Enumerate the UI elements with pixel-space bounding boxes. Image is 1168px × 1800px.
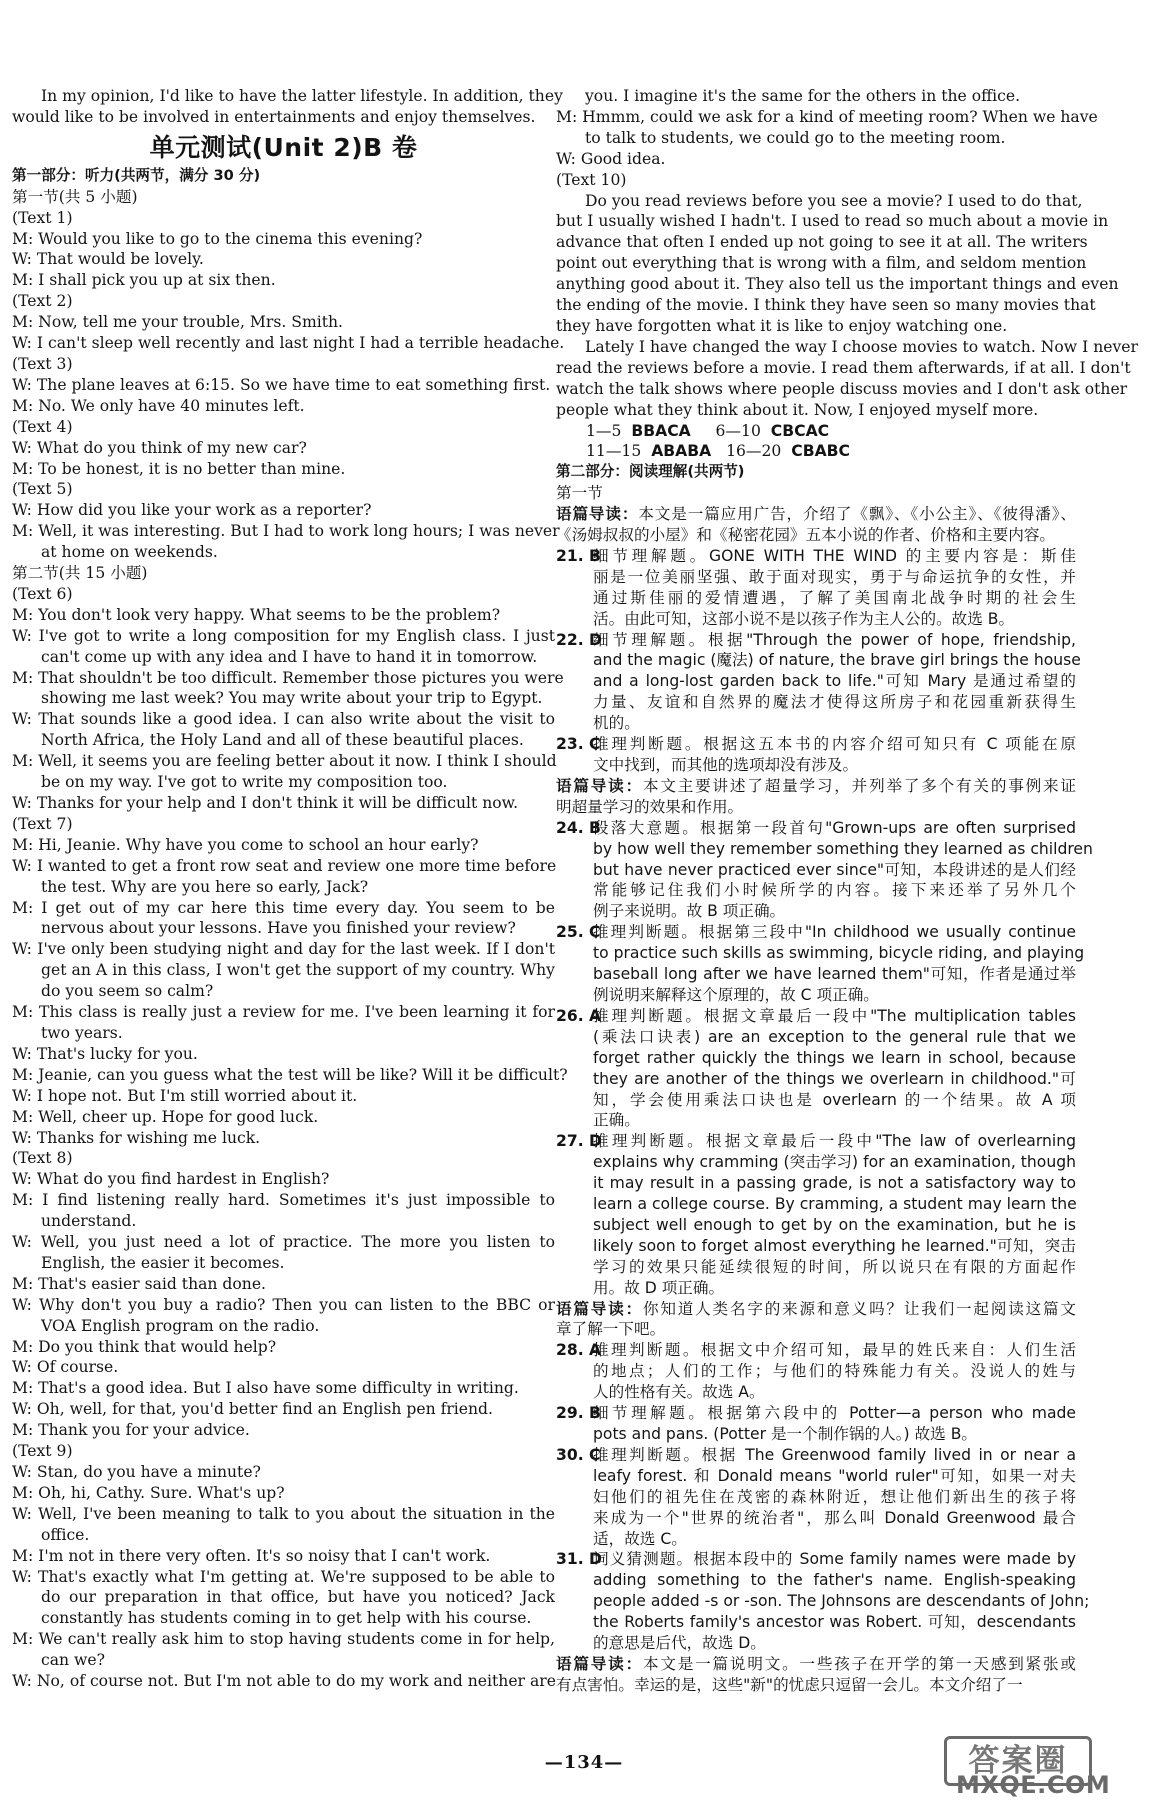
guide-line: [556, 1319, 1076, 1340]
watermark-url: MXQE.COM: [956, 1771, 1111, 1799]
text10-paragraph-2: [556, 337, 1138, 421]
text-line: 的地点；人们的工作；与他们的特殊能力有关。没说人的姓与: [593, 1362, 1076, 1381]
intro-paragraph: [12, 86, 563, 128]
dialogue-line: W: What do you find hardest in English?: [12, 1170, 330, 1189]
dialogue-line: North Africa, the Holy Land and all of these beautiful places.: [41, 731, 524, 750]
dialogue-line: M: Would you like to go to the cinema this evening?: [12, 229, 423, 248]
key-answers: CBABC: [791, 442, 850, 461]
guide-label: 语篇导读：: [556, 776, 643, 795]
text-label: (Text 10): [556, 170, 627, 189]
text-line: people what they think about it. Now, I enjoyed myself more.: [556, 400, 1039, 419]
text-line: point out everything that is wrong with a film, and seldom mention: [556, 254, 1087, 273]
text-line: pots and pans. (Potter 是一个制作锅的人。) 故选 B。: [593, 1425, 977, 1443]
site-watermark-logo: [944, 1736, 1154, 1799]
answer-explanation: [556, 1006, 1076, 1131]
part2-section1-heading: 第一节: [556, 484, 603, 503]
dialogue-line: W: That would be lovely.: [12, 250, 204, 269]
dialogue-line: M: This class is really just a review for me. I've been learning it for: [12, 1003, 555, 1022]
text-line: and the magic (魔法) of nature, the brave girl brings the house: [593, 651, 1081, 670]
dialogue-line: nervous about your lessons. Have you finished your review?: [41, 919, 516, 938]
answer-item: [556, 630, 1081, 735]
key-range: 11—15: [586, 442, 642, 461]
key-answers: BBACA: [631, 421, 691, 440]
text-label: (Text 3): [12, 354, 73, 373]
passage-guide-2: [556, 776, 1076, 818]
text-line: 正确。: [593, 1111, 640, 1130]
text-line: 的意思是后代，故选 D。: [593, 1634, 766, 1653]
dialogue-line: W: I've got to write a long composition for my English class. I just: [12, 626, 555, 645]
dialogue-line: M: Well, cheer up. Hope for good luck.: [12, 1107, 319, 1126]
dialogue-line: M: I get out of my car here this time every day. You seem to be: [12, 898, 555, 917]
text-line: 词义猜测题。根据本段中的 Some family names were made by: [593, 1550, 1076, 1569]
dialogue-line: M: I find listening really hard. Sometimes it's just impossible to: [12, 1191, 555, 1210]
left-column: [12, 86, 568, 1692]
text-line: 例子来说明。故 B 项正确。: [593, 902, 786, 921]
dialogue-line: W: Good idea.: [556, 149, 666, 168]
dialogue-line: W: That's exactly what I'm getting at. We're supposed to be able to: [12, 1567, 555, 1586]
part1-heading: 第一部分：听力(共两节，满分 30 分): [12, 166, 261, 184]
answer-item: [556, 546, 1076, 630]
text-label: (Text 4): [12, 417, 73, 436]
text-line: 通过斯佳丽的爱情遭遇，了解了美国南北战争时期的社会生: [593, 588, 1076, 607]
text-line: 活。由此可知，这部小说不是以孩子作为主人公的。故选 B。: [593, 609, 1015, 628]
question-number: 27. D: [556, 1132, 602, 1151]
dialogue-line: M: Well, it was interesting. But I had to work long hours; I was never: [12, 522, 560, 541]
dialogue-line: W: That's lucky for you.: [12, 1044, 198, 1063]
text-line: 细节理解题。GONE WITH THE WIND 的主要内容是：斯佳: [593, 546, 1076, 565]
text-label: (Text 2): [12, 292, 73, 311]
text-line: anything good about it. They also tell us the important things and even: [556, 275, 1119, 294]
dialogue-line: W: I've only been studying night and day for the last week. If I don't: [12, 940, 555, 959]
key-range: 1—5: [586, 421, 622, 440]
dialogue-line: do you seem so calm?: [41, 982, 214, 1001]
text-line: 推理判断题。根据文章最后一段中"The multiplication tables: [593, 1006, 1076, 1025]
answer-item: [556, 1131, 1076, 1298]
text-line: 段落大意题。根据第一段首句"Grown-ups are often surprised: [593, 818, 1076, 837]
dialogue-line: showing me last week? You may write about your trip to Egypt.: [41, 689, 543, 708]
dialogue-line: W: I can't sleep well recently and last night I had a terrible headache.: [12, 334, 565, 353]
text-line: learn a college course. By cramming, a student may learn the: [593, 1195, 1077, 1214]
text-line: 推理判断题。根据文中介绍可知，最早的姓氏来自：人们生活: [593, 1341, 1076, 1360]
dialogue-line: M: Thank you for your advice.: [12, 1421, 250, 1440]
text-line: they have forgotten what it is like to enjoy watching one.: [556, 316, 1008, 335]
section2-heading: 第二节(共 15 小题): [12, 564, 148, 583]
text-line: 例说明来解释这个原理的，故 C 项正确。: [593, 985, 879, 1004]
dialogue-line: M: Well, it seems you are feeling better about it now. I think I should: [12, 752, 557, 771]
text-line: 用。故 D 项正确。: [593, 1278, 725, 1297]
text-line: adding something to the father's name. English-speaking: [593, 1571, 1076, 1590]
dialogue-line: get an A in this class, I won't get the support of my country. Why: [41, 961, 555, 980]
key-range: 6—10: [715, 421, 761, 440]
guide-text: 《汤姆叔叔的小屋》和《秘密花园》五本小说的作者、价格和主要内容。: [556, 526, 1056, 545]
question-number: 25. C: [556, 923, 601, 942]
dialogue-line: M: We can't really ask him to stop having students come in for help,: [12, 1630, 555, 1649]
dialogue-line: W: I hope not. But I'm still worried about it.: [12, 1086, 358, 1105]
text-line: Do you read reviews before you see a movie? I used to do that,: [585, 191, 1083, 210]
answer-item: [556, 1549, 1090, 1654]
passage-guide-1: [556, 504, 1076, 546]
text-line: 推理判断题。根据 The Greenwood family lived in or near a: [593, 1445, 1076, 1464]
guide-text: 本文是一篇应用广告，介绍了《飘》、《小公主》、《彼得潘》、: [638, 505, 1076, 524]
guide-line: [556, 1675, 1076, 1696]
dialogue-line: W: How did you like your work as a reporter?: [12, 501, 372, 520]
page-number: —134—: [544, 1752, 624, 1773]
answer-explanation: [556, 922, 1085, 1006]
text-line: 力量、友谊和自然界的魔法才使得这所房子和花园重新获得生: [593, 693, 1076, 712]
answer-item: [556, 1340, 1076, 1403]
question-number: 26. A: [556, 1006, 602, 1025]
dialogue-line: M: You don't look very happy. What seems to be the problem?: [12, 605, 501, 624]
answer-explanation: [556, 546, 1076, 630]
guide-text: 本文主要讲述了超量学习，并列举了多个有关的事例来证: [642, 776, 1076, 795]
text-label: (Text 6): [12, 584, 73, 603]
text-line: but I usually wished I hadn't. I used to read so much about a movie in: [556, 212, 1109, 231]
text-label: (Text 1): [12, 208, 73, 227]
dialogue-line: to talk to students, we could go to the meeting room.: [585, 128, 1006, 147]
dialogue-line: the test. Why are you here so early, Jack?: [41, 877, 369, 896]
text9-continuation: [556, 86, 1098, 191]
guide-line: [556, 776, 1076, 797]
watermark-badge: 答案圈: [944, 1736, 1092, 1786]
text-line: it may result in a passing grade, is not a satisfactory way to: [593, 1174, 1076, 1193]
dialogue-line: W: The plane leaves at 6:15. So we have time to eat something first.: [12, 375, 551, 394]
text-line: 适，故选 C。: [593, 1529, 687, 1548]
text-line: leafy forest. 和 Donald means "world ruler"可知，如果一对夫: [593, 1466, 1076, 1485]
dialogue-line: M: Do you think that would help?: [12, 1337, 277, 1356]
dialogue-line: W: Thanks for wishing me luck.: [12, 1128, 261, 1147]
answer-item: [556, 1006, 1076, 1131]
answer-item: [556, 734, 1076, 776]
guide-text: 你知道人类名字的来源和意义吗？让我们一起阅读这篇文: [642, 1299, 1076, 1318]
text-line: watch the talk shows where people discuss movies and I don't ask other: [556, 379, 1128, 398]
text-label: (Text 5): [12, 480, 73, 499]
passage-guide-4: [556, 1654, 1076, 1696]
question-number: 23. C: [556, 735, 601, 754]
question-number: 31. D: [556, 1550, 602, 1569]
dialogue-line: M: I shall pick you up at six then.: [12, 271, 276, 290]
answer-item: [556, 1445, 1076, 1550]
dialogue-line: W: Of course.: [12, 1358, 119, 1377]
dialogue-line: understand.: [41, 1212, 137, 1231]
guide-label: 语篇导读：: [556, 1299, 643, 1318]
dialogue-line: do our preparation in that office, but have you noticed? Jack: [41, 1588, 555, 1607]
question-number: 22. D: [556, 630, 602, 649]
key-answers: CBCAC: [770, 421, 830, 440]
text-line: advance that often I ended up not going to see it at all. The writers: [556, 233, 1088, 252]
dialogue-line: W: Well, you just need a lot of practice. The more you listen to: [12, 1233, 555, 1252]
answer-explanation: [556, 1403, 1076, 1445]
text-line: subject well enough to get by on the examination, but he is: [593, 1215, 1076, 1234]
dialogue-line: M: That's easier said than done.: [12, 1274, 267, 1293]
text-line: 学习的效果只能延续很短的时间，所以说只在有限的方面起作: [593, 1257, 1076, 1276]
text-line: 来成为一个"世界的统治者"，那么叫 Donald Greenwood 最合: [593, 1508, 1076, 1527]
text-line: to practice such skills as swimming, bicycle riding, and playing: [593, 944, 1085, 963]
text-line: 文中找到，而其他的选项却没有涉及。: [593, 756, 859, 774]
text-line: 推理判断题。根据第三段中"In childhood we usually continue: [593, 923, 1076, 942]
question-number: 24. B: [556, 818, 601, 837]
text-line: people added -s or -son. The Johnsons are descendants of John;: [593, 1592, 1090, 1611]
guide-line: [556, 525, 1076, 546]
answer-explanation: [556, 1549, 1090, 1654]
text-line: 常能够记住我们小时候所学的内容。接下来还举了另外几个: [593, 881, 1076, 900]
text-line: (乘法口诀表) are an exception to the general rule that we: [593, 1027, 1076, 1046]
answer-explanation: [556, 630, 1081, 735]
text-line: and a long-lost garden back to life."可知 Mary 是通过希望的: [593, 672, 1076, 691]
text-line: by how well they remember something they learned as children: [593, 839, 1093, 858]
answer-explanation: [556, 818, 1093, 923]
text-line: 细节理解题。根据第六段中的 Potter—a person who made: [593, 1404, 1076, 1423]
dialogue-line: W: I wanted to get a front row seat and review one more time before: [12, 856, 557, 875]
dialogue-line: office.: [41, 1525, 90, 1544]
dialogue-line: M: That's a good idea. But I also have some difficulty in writing.: [12, 1379, 519, 1398]
text-line: 机的。: [593, 714, 640, 733]
text-line: 丽是一位美丽坚强、敢于面对现实，勇于与命运抗争的女性，并: [593, 567, 1076, 586]
dialogue-line: W: What do you think of my new car?: [12, 438, 307, 457]
dialogue-line: can't come up with any idea and I have to hand it in tomorrow.: [41, 647, 538, 666]
dialogue-line: M: Hmmm, could we ask for a kind of meeting room? When we have: [556, 107, 1098, 126]
guide-line: [556, 797, 1076, 818]
guide-line: [556, 1299, 1076, 1320]
answer-item: [556, 818, 1093, 923]
text-line: 人的性格有关。故选 A。: [593, 1383, 765, 1402]
text-line: would like to be involved in entertainments and enjoy themselves.: [12, 107, 536, 126]
text-line: the ending of the movie. I think they have seen so many movies that: [556, 296, 1096, 315]
text-line: forget rather quickly the things we learn in school, because: [593, 1048, 1076, 1067]
text-line: 妇他们的祖先住在茂密的森林附近，想让他们新出生的孩子将: [593, 1487, 1076, 1506]
dialogue-line: M: Oh, hi, Cathy. Sure. What's up?: [12, 1483, 285, 1502]
answer-explanation: [556, 1445, 1076, 1550]
part2-heading: 第二部分：阅读理解(共两节): [556, 463, 745, 481]
question-number: 29. B: [556, 1404, 601, 1423]
answer-explanation: [556, 1340, 1076, 1403]
text-line: but have never practiced ever since"可知，本段讲述的是人们经: [593, 860, 1076, 879]
dialogue-line: M: That shouldn't be too difficult. Remember those pictures you were: [12, 668, 564, 687]
dialogue-line: you. I imagine it's the same for the others in the office.: [585, 87, 1021, 105]
guide-text: 章了解一下吧。: [556, 1320, 666, 1339]
answer-key-row: [556, 421, 1076, 442]
dialogue-line: M: Now, tell me your trouble, Mrs. Smith.: [12, 313, 343, 332]
text-label: (Text 9): [12, 1442, 73, 1461]
right-column: [556, 86, 1138, 1696]
section1-heading: 第一节(共 5 小题): [12, 187, 138, 206]
dialogue-line: M: Hi, Jeanie. Why have you come to school an hour early?: [12, 835, 479, 854]
answer-explanation: [556, 1131, 1076, 1298]
answer-explanation: [556, 734, 1076, 776]
text-label: (Text 7): [12, 814, 73, 833]
dialogue-line: two years.: [41, 1023, 123, 1042]
dialogue-line: VOA English program on the radio.: [41, 1316, 320, 1335]
section2-transcript: [12, 584, 568, 1692]
guide-line: [556, 504, 1076, 525]
dialogue-line: W: No, of course not. But I'm not able to do my work and neither are: [12, 1672, 556, 1691]
guide-line: [556, 1654, 1076, 1675]
guide-label: 语篇导读：: [556, 505, 639, 524]
guide-text: 明超量学习的效果和作用。: [556, 797, 744, 816]
dialogue-line: W: Stan, do you have a minute?: [12, 1463, 261, 1481]
key-range: 16—20: [726, 442, 782, 461]
dialogue-line: constantly has students coming in to get help with his course.: [41, 1609, 532, 1628]
answer-item: [556, 922, 1085, 1006]
dialogue-line: W: That sounds like a good idea. I can also write about the visit to: [12, 710, 555, 729]
guide-text: 有点害怕。幸运的是，这些"新"的忧虑只逗留一会儿。本文介绍了一: [556, 1675, 1023, 1694]
question-number: 28. A: [556, 1341, 602, 1360]
dialogue-line: be on my way. I've got to write my composition too.: [41, 773, 448, 792]
text-line: explains why cramming (突击学习) for an examination, though: [593, 1153, 1076, 1172]
dialogue-line: W: Thanks for your help and I don't think it will be difficult now.: [12, 794, 519, 812]
dialogue-line: M: No. We only have 40 minutes left.: [12, 396, 305, 415]
text-line: 细节理解题。根据"Through the power of hope, friendship,: [593, 630, 1076, 649]
dialogue-line: M: To be honest, it is no better than mine.: [12, 459, 346, 478]
section1-transcript: [12, 208, 565, 563]
dialogue-line: M: Jeanie, can you guess what the test will be like? Will it be difficult?: [12, 1065, 568, 1084]
text-line: 知，学会使用乘法口诀也是 overlearn 的一个结果。故 A 项: [593, 1090, 1076, 1109]
text-line: read the reviews before a movie. I read them afterwards, if at all. I don't: [556, 358, 1131, 377]
dialogue-line: at home on weekends.: [41, 543, 218, 562]
answer-key-row: [556, 441, 1076, 462]
text-line: 推理判断题。根据这五本书的内容介绍可知只有 C 项能在原: [593, 735, 1076, 754]
text-line: baseball long after we have learned them"可知，作者是通过举: [593, 965, 1076, 984]
guide-text: 本文是一篇说明文。一些孩子在开学的第一天感到紧张或: [642, 1654, 1076, 1673]
dialogue-line: English, the easier it becomes.: [41, 1253, 285, 1272]
text-line: Lately I have changed the way I choose movies to watch. Now I never: [585, 337, 1138, 356]
text-label: (Text 8): [12, 1149, 73, 1168]
key-answers: ABABA: [651, 442, 712, 461]
guide-label: 语篇导读：: [556, 1654, 643, 1673]
text10-paragraph-1: [556, 191, 1119, 337]
dialogue-line: can we?: [41, 1651, 105, 1670]
text-line: likely soon to forget almost everything he learned."可知，突击: [593, 1236, 1076, 1255]
text-line: 推理判断题。根据文章最后一段中"The law of overlearning: [593, 1132, 1076, 1151]
dialogue-line: M: I'm not in there very often. It's so noisy that I can't work.: [12, 1546, 491, 1565]
text-line: the Roberts family's ancestor was Robert. 可知，descendants: [593, 1613, 1076, 1632]
question-number: 30. C: [556, 1445, 601, 1464]
unit-title: 单元测试(Unit 2)B 卷: [149, 132, 418, 162]
text-line: In my opinion, I'd like to have the latter lifestyle. In addition, they: [41, 87, 563, 105]
question-number: 21. B: [556, 546, 601, 565]
passage-guide-3: [556, 1299, 1076, 1341]
text-line: they are another of the things we overlearn in childhood."可: [593, 1069, 1076, 1088]
dialogue-line: W: Well, I've been meaning to talk to you about the situation in the: [12, 1504, 555, 1523]
answer-item: [556, 1403, 1076, 1445]
dialogue-line: W: Oh, well, for that, you'd better find an English pen friend.: [12, 1400, 493, 1419]
dialogue-line: W: Why don't you buy a radio? Then you can listen to the BBC or: [12, 1295, 555, 1314]
